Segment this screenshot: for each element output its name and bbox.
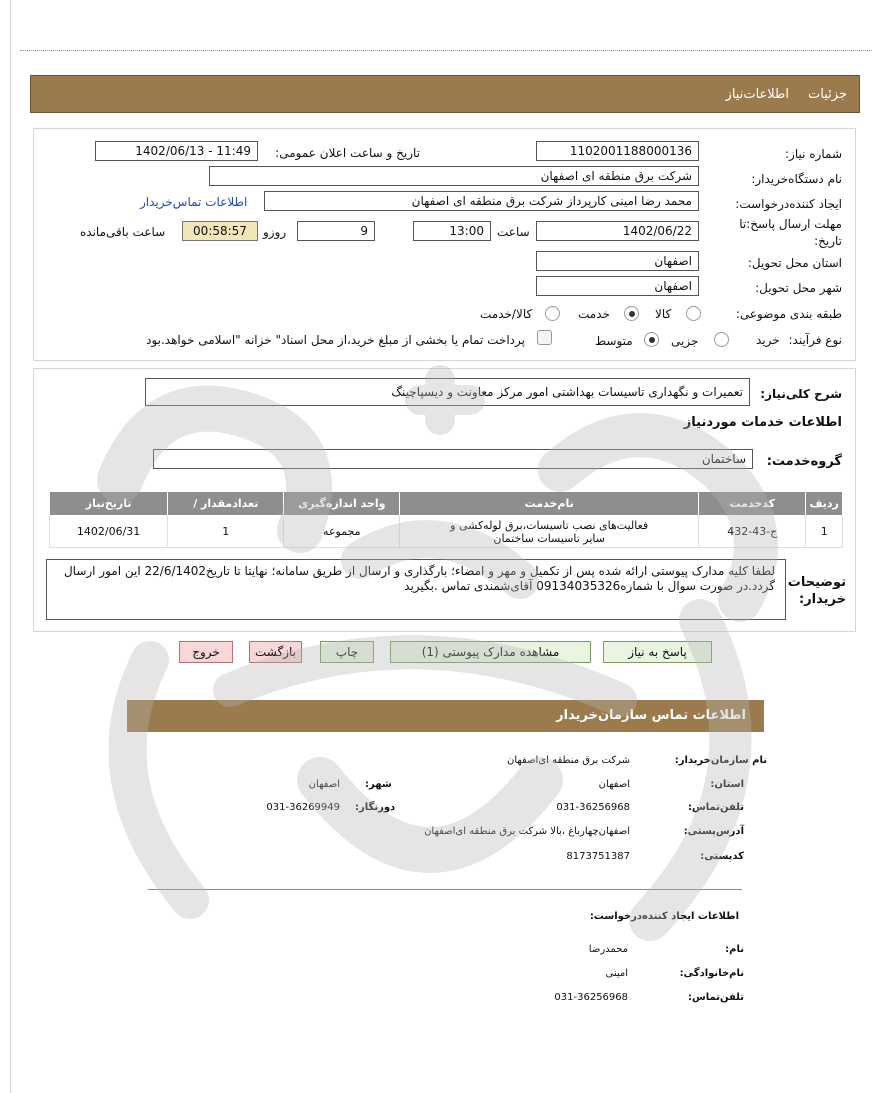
col-row: ردیف	[806, 492, 843, 516]
table-row	[50, 516, 843, 548]
table-header-row	[50, 492, 843, 516]
back-button[interactable]: بازگشت	[249, 641, 302, 663]
cell-need-date: 1402/06/31	[50, 516, 168, 548]
creator-label: ایجاد کننده‌درخواست:	[735, 197, 842, 211]
need-info-panel	[33, 128, 856, 361]
creator-name-label: نام:	[725, 944, 744, 955]
process-radio-minor[interactable]	[714, 332, 729, 347]
contact-city-value: اصفهان	[308, 779, 340, 790]
contact-fax-value: 031-36269949	[266, 802, 340, 813]
contact-org-value: شرکت برق منطقه ای‌اصفهان	[506, 755, 630, 766]
view-attachments-button[interactable]: مشاهده مدارک پیوستی (1)	[390, 641, 591, 663]
contact-address-value: اصفهان‌چهارباغ ،بالا شرکت برق منطقه ای‌اصفهان	[424, 826, 630, 837]
services-title: اطلاعات خدمات مورد‌نیاز	[683, 415, 842, 430]
creator-family-label: نام‌خانوادگی:	[679, 968, 744, 979]
category-radio-goods[interactable]	[686, 306, 701, 321]
category-option-goods-service: کالا/خدمت	[480, 307, 533, 321]
need-number-field: 1102001188000136	[536, 141, 699, 161]
announce-field: 1402/06/13 - 11:49	[95, 141, 258, 161]
contact-title: اطلاعات تماس سازمان‌خریدار	[556, 708, 746, 723]
contact-postal-label: کد‌پستی:	[700, 851, 744, 862]
creator-phone-label: تلفن‌تماس:	[687, 992, 744, 1003]
general-desc-field: تعمیرات و نگهداری تاسیسات بهداشتی امور مرکز معاونت و دیسپاچینگ	[145, 378, 750, 406]
buyer-org-field: شرکت برق منطقه ای اصفهان	[209, 166, 699, 186]
category-radio-service[interactable]	[624, 306, 639, 321]
contact-phone-value: 031-36256968	[556, 802, 630, 813]
cell-service-name: فعالیت‌های نصب تاسیسات،برق لوله‌کشی و سایر تاسیسات ساختمان	[400, 516, 699, 548]
deadline-hour-label: ساعت	[497, 225, 530, 239]
contact-postal-value: 8173751387	[566, 851, 630, 862]
process-option-minor: جزیی	[671, 334, 699, 348]
deadline-label: مهلت ارسال پاسخ:تا	[739, 217, 842, 231]
remaining-label: ساعت باقی‌مانده	[80, 225, 166, 239]
deadline-label-date: تاریخ:	[814, 234, 842, 248]
buyer-org-label: نام دستگاه‌خریدار:	[751, 172, 842, 186]
city-label: شهر محل تحویل:	[755, 281, 842, 295]
process-option-medium: متوسط	[595, 334, 633, 348]
contact-org-label: نام سازمان‌خریدار:	[674, 755, 767, 766]
category-option-goods: کالا	[655, 307, 672, 321]
province-field: اصفهان	[536, 251, 699, 271]
buyer-notes-label-2: خریدار:	[799, 592, 846, 607]
contact-province-label: استان:	[710, 779, 744, 790]
creator-info-title: اطلاعات ایجاد کننده‌درخواست:	[589, 911, 739, 922]
payment-checkbox[interactable]	[537, 330, 552, 345]
remaining-timer: 00:58:57	[182, 221, 258, 241]
payment-note: پرداخت تمام یا بخشی از مبلغ خرید،از محل اسناد" خزانه "اسلامی خواهد.بود	[146, 333, 525, 347]
province-label: استان محل تحویل:	[747, 256, 842, 270]
general-desc-label: شرح کلی‌نیاز:	[760, 387, 842, 401]
page-header	[30, 75, 860, 113]
contact-city-label: شهر:	[365, 779, 392, 790]
col-quantity: تعداد‌مقدار /	[168, 492, 284, 516]
buyer-notes-box: لطفا کلیه مدارک پیوستی ارائه شده پس از تکمیل و مهر و امضاء؛ بارگذاری و ارسال از طریق سامانه؛ نهایتا تا تاریخ22/6/1402 این امور ارسال گردد.در صورت سوال با شماره09134035326 آقای‌شمندی تماس .بگیرید	[46, 559, 786, 620]
col-service-name: نام‌خدمت	[400, 492, 699, 516]
col-service-code: کدخدمت	[699, 492, 806, 516]
services-table	[49, 491, 843, 548]
process-buy-label: خرید	[756, 333, 780, 347]
buyer-notes-label: توضیحات	[787, 575, 846, 590]
process-label: نوع فرآیند:	[788, 333, 842, 347]
category-label: طبقه بندی موضوعی:	[735, 307, 842, 321]
exit-button[interactable]: خروج	[179, 641, 233, 663]
city-field: اصفهان	[536, 276, 699, 296]
need-number-label: شماره نیاز:	[785, 147, 842, 161]
creator-field: محمد رضا امینی کارپرداز شرکت برق منطقه ای اصفهان	[264, 191, 699, 211]
contact-divider	[148, 889, 742, 890]
days-field: 9	[297, 221, 375, 241]
contact-province-value: اصفهان	[598, 779, 630, 790]
contact-phone-label: تلفن‌تماس:	[687, 802, 744, 813]
cell-service-code: ج-43-432	[699, 516, 806, 548]
creator-name-value: محمد‌رضا	[588, 944, 628, 955]
col-need-date: تاریخ‌نیاز	[50, 492, 168, 516]
category-option-service: خدمت	[578, 307, 610, 321]
cell-row: 1	[806, 516, 843, 548]
reply-button[interactable]: پاسخ به نیاز	[603, 641, 712, 663]
announce-label: تاریخ و ساعت اعلان عمومی:	[275, 146, 420, 160]
process-radio-medium[interactable]	[644, 332, 659, 347]
service-group-label: گروه‌خدمت:	[766, 454, 842, 469]
creator-family-value: امینی	[605, 968, 628, 979]
print-button[interactable]: چاپ	[320, 641, 374, 663]
deadline-time-field: 13:00	[413, 221, 491, 241]
contact-header	[127, 700, 764, 732]
buyer-contact-link[interactable]: اطلاعات تماس‌خریدار	[140, 195, 248, 209]
tab-need-info[interactable]: اطلاعات‌نیاز	[725, 87, 789, 102]
cell-quantity: 1	[168, 516, 284, 548]
days-label: روزو	[263, 225, 287, 239]
service-group-field: ساختمان	[153, 449, 753, 469]
tab-details[interactable]: جزئیات	[808, 87, 847, 102]
col-unit: واحد اندازه‌گیری	[284, 492, 400, 516]
page-left-border	[10, 0, 11, 1093]
deadline-date-field: 1402/06/22	[536, 221, 699, 241]
category-radio-goods-service[interactable]	[545, 306, 560, 321]
cell-unit: مجموعه	[284, 516, 400, 548]
contact-fax-label: دورنگار:	[355, 802, 396, 813]
creator-phone-value: 031-36256968	[554, 992, 628, 1003]
contact-address-label: آدرس‌پستی:	[683, 826, 744, 837]
page-top-divider	[20, 50, 872, 51]
